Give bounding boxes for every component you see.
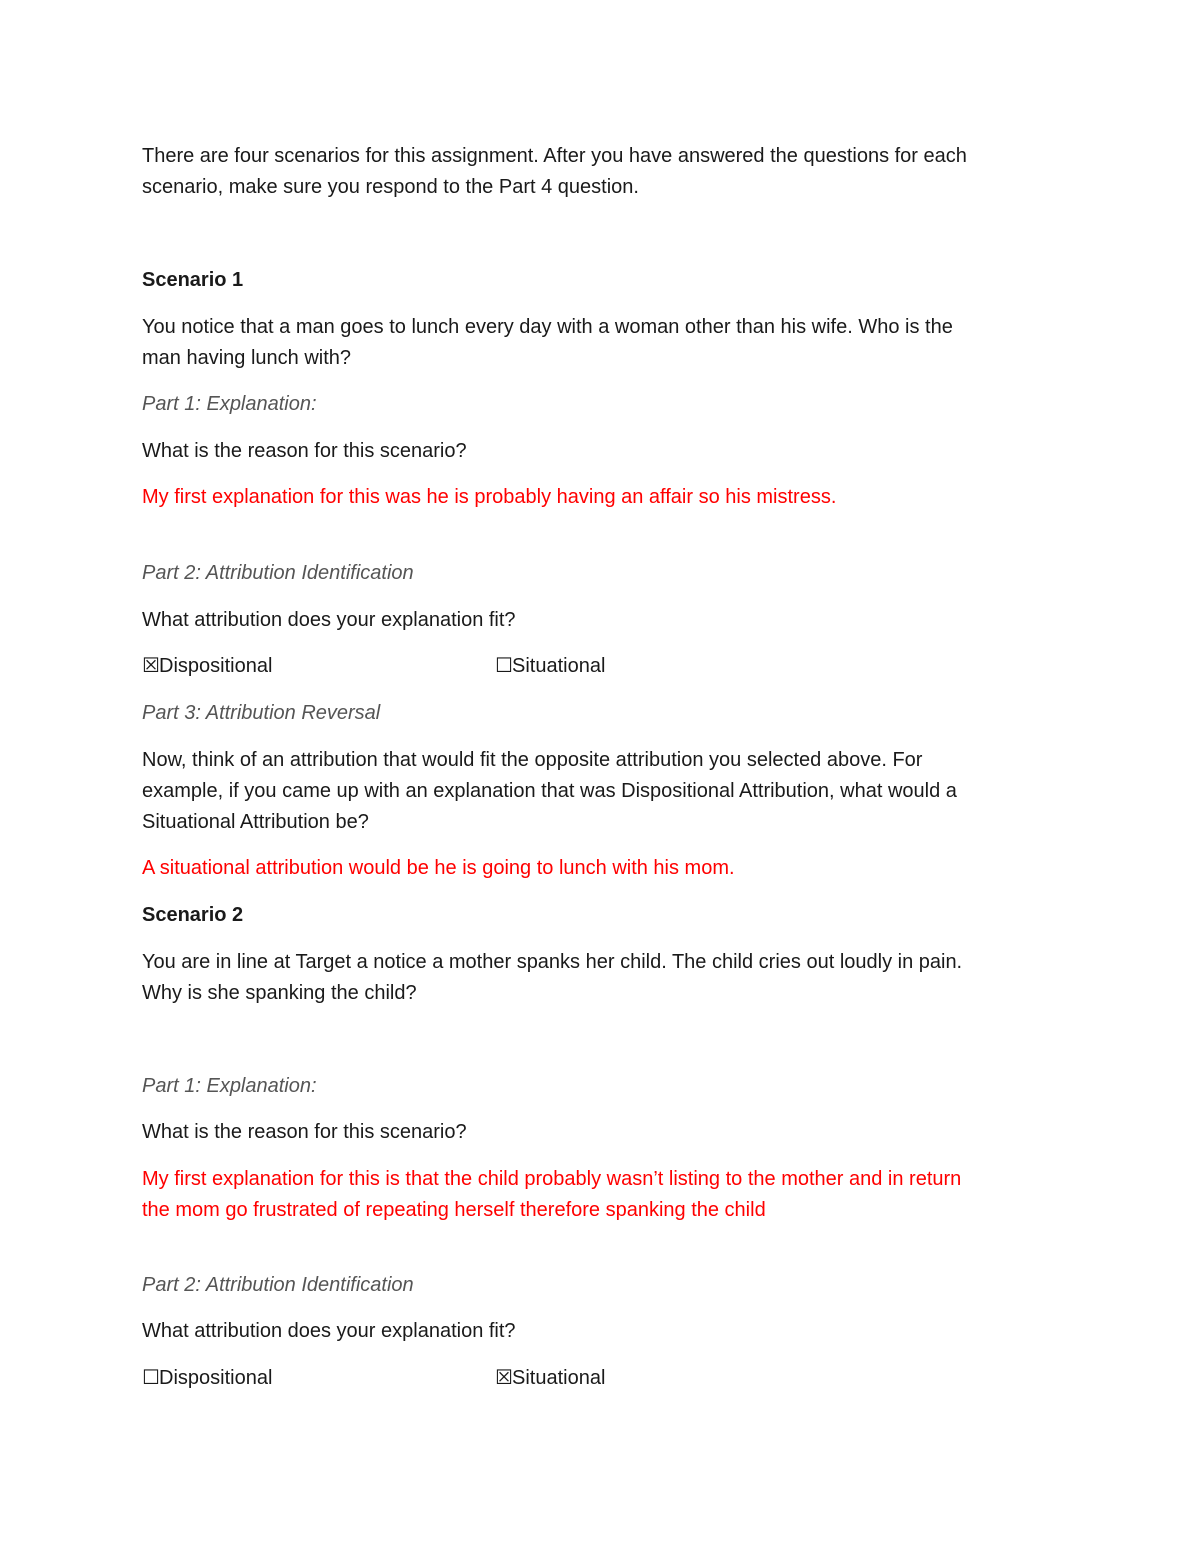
scenario-1-part-3-label: Part 3: Attribution Reversal [142, 702, 381, 724]
intro-line-2: scenario, make sure you respond to the Part 4 question. [142, 176, 639, 198]
situational-label: Situational [512, 655, 606, 677]
scenario-1-part-1-label: Part 1: Explanation: [142, 393, 317, 415]
checkbox-unchecked-icon[interactable]: ☐ [495, 655, 513, 677]
scenario-1-situational-option[interactable] [495, 651, 605, 682]
situational-label: Situational [512, 1367, 606, 1389]
scenario-2-situational-option[interactable] [495, 1363, 605, 1394]
scenario-2-prompt-line-2: Why is she spanking the child? [142, 982, 417, 1004]
scenario-2-dispositional-option[interactable] [142, 1363, 272, 1394]
checkbox-checked-icon[interactable]: ☒ [142, 655, 160, 677]
checkbox-checked-icon[interactable]: ☒ [495, 1367, 513, 1389]
scenario-2-part-1-question: What is the reason for this scenario? [142, 1121, 467, 1143]
scenario-2-title: Scenario 2 [142, 904, 244, 926]
scenario-1-part-3-answer: A situational attribution would be he is going to lunch with his mom. [142, 857, 735, 879]
scenario-2-part-2-label: Part 2: Attribution Identification [142, 1274, 414, 1296]
dispositional-label: Dispositional [159, 655, 273, 677]
scenario-2-part-1-label: Part 1: Explanation: [142, 1075, 317, 1097]
dispositional-label: Dispositional [159, 1367, 273, 1389]
scenario-1-part-3-line-2: example, if you came up with an explanation that was Dispositional Attribution, what would a [142, 780, 957, 802]
scenario-2-prompt-line-1: You are in line at Target a notice a mother spanks her child. The child cries out loudly in pain. [142, 951, 963, 973]
scenario-1-title: Scenario 1 [142, 269, 244, 291]
scenario-1-dispositional-option[interactable] [142, 651, 272, 682]
scenario-1-part-1-answer: My first explanation for this was he is probably having an affair so his mistress. [142, 486, 837, 508]
scenario-2-part-2-question: What attribution does your explanation fit? [142, 1320, 516, 1342]
intro-line-1: There are four scenarios for this assignment. After you have answered the questions for each [142, 145, 967, 167]
scenario-2-part-1-answer-line-1: My first explanation for this is that the child probably wasn’t listing to the mother and in return [142, 1168, 962, 1190]
scenario-1-part-2-label: Part 2: Attribution Identification [142, 562, 414, 584]
scenario-1-part-3-line-3: Situational Attribution be? [142, 811, 369, 833]
checkbox-unchecked-icon[interactable]: ☐ [142, 1367, 160, 1389]
scenario-1-part-2-question: What attribution does your explanation fit? [142, 609, 516, 631]
scenario-1-prompt-line-2: man having lunch with? [142, 347, 352, 369]
scenario-1-part-1-question: What is the reason for this scenario? [142, 440, 467, 462]
scenario-1-part-3-line-1: Now, think of an attribution that would fit the opposite attribution you selected above. For [142, 749, 923, 771]
scenario-1-prompt-line-1: You notice that a man goes to lunch every day with a woman other than his wife. Who is the [142, 316, 953, 338]
scenario-2-part-1-answer-line-2: the mom go frustrated of repeating herself therefore spanking the child [142, 1199, 766, 1221]
